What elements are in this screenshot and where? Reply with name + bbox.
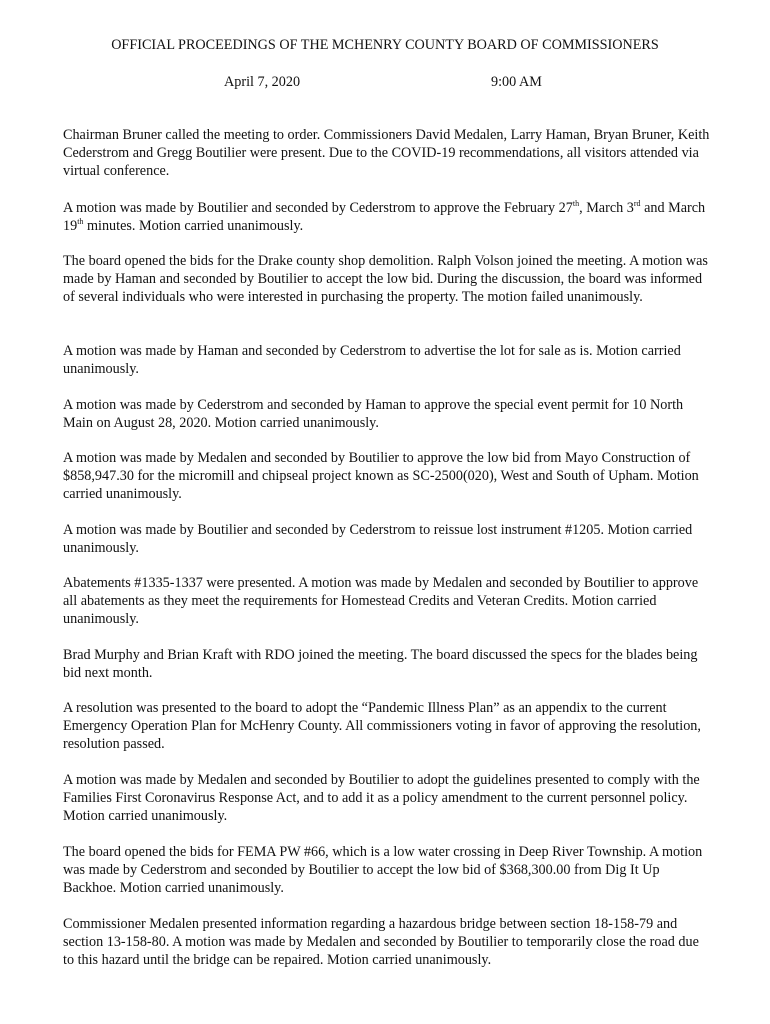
paragraph-mayo-bid: A motion was made by Medalen and seconded by Boutilier to approve the low bid from Mayo Construction of $858,947.30 for the micromill and chipseal project known as SC-2500(020), West and South of Upham. Motion carried unanimously. bbox=[63, 450, 699, 503]
meeting-time: 9:00 AM bbox=[491, 74, 542, 90]
paragraph-shop-demolition: The board opened the bids for the Drake county shop demolition. Ralph Volson joined the meeting. A motion was made by Haman and seconded by Boutilier to accept the low bid. During the discussion, the board was informed of several individuals who were interested in purchasing the property. The motion failed unanimously. bbox=[63, 253, 708, 306]
paragraph-abatements: Abatements #1335-1337 were presented. A motion was made by Medalen and seconded by Boutilier to approve all abatements as they meet the requirements for Homestead Credits and Veteran Credits. Motion carried unanimously. bbox=[63, 575, 699, 628]
minutes-sup-a: th bbox=[572, 199, 580, 208]
paragraph-rdo-blades: Brad Murphy and Brian Kraft with RDO joined the meeting. The board discussed the specs for the blades being bid next month. bbox=[63, 647, 698, 682]
paragraph-lost-instrument: A motion was made by Boutilier and seconded by Cederstrom to reissue lost instrument #1205. Motion carried unanimously. bbox=[63, 522, 693, 557]
minutes-sup-b: rd bbox=[633, 199, 641, 208]
minutes-text-d: minutes. Motion carried unanimously. bbox=[83, 218, 304, 235]
paragraph-pandemic-plan: A resolution was presented to the board to adopt the “Pandemic Illness Plan” as an appendix to the current Emergency Operation Plan for McHenry County. All commissioners voting in favor of approving the resolution, resolution passed. bbox=[63, 700, 701, 753]
meeting-date: April 7, 2020 bbox=[224, 74, 301, 90]
paragraph-fema-bid: The board opened the bids for FEMA PW #66, which is a low water crossing in Deep River Township. A motion was made by Cederstrom and seconded by Boutilier to accept the low bid of $368,300.00 from Dig It Up Backhoe. Motion carried unanimously. bbox=[63, 844, 703, 897]
document-title: OFFICIAL PROCEEDINGS OF THE MCHENRY COUNTY BOARD OF COMMISSIONERS bbox=[111, 37, 659, 53]
paragraph-minutes-approval bbox=[63, 199, 713, 235]
paragraph-ffcra-policy: A motion was made by Medalen and seconded by Boutilier to adopt the guidelines presented to comply with the Families First Coronavirus Response Act, and to add it as a policy amendment to the current personnel policy. Motion carried unanimously. bbox=[63, 772, 700, 825]
minutes-sup-c: th bbox=[77, 217, 84, 227]
minutes-text-a: A motion was made by Boutilier and seconded by Cederstrom to approve the February 27 bbox=[63, 200, 573, 216]
paragraph-lot-sale: A motion was made by Haman and seconded by Cederstrom to advertise the lot for sale as is. Motion carried unanimously. bbox=[63, 343, 681, 378]
paragraph-hazardous-bridge: Commissioner Medalen presented information regarding a hazardous bridge between section 18-158-79 and section 13-158-80. A motion was made by Medalen and seconded by Boutilier to temporarily close the road due to this hazard until the bridge can be repaired. Motion carried unanimously. bbox=[63, 916, 699, 969]
minutes-text-b: , March 3 bbox=[579, 200, 634, 216]
minutes-text-c: and March 19 bbox=[63, 200, 706, 235]
paragraph-event-permit: A motion was made by Cederstrom and seconded by Haman to approve the special event permit for 10 North Main on August 28, 2020. Motion carried unanimously. bbox=[63, 397, 684, 432]
paragraph-call-to-order: Chairman Bruner called the meeting to order. Commissioners David Medalen, Larry Haman, Bryan Bruner, Keith Cederstrom and Gregg Boutilier were present. Due to the COVID-19 recommendations, all visitors attended via virtual conference. bbox=[63, 127, 710, 180]
